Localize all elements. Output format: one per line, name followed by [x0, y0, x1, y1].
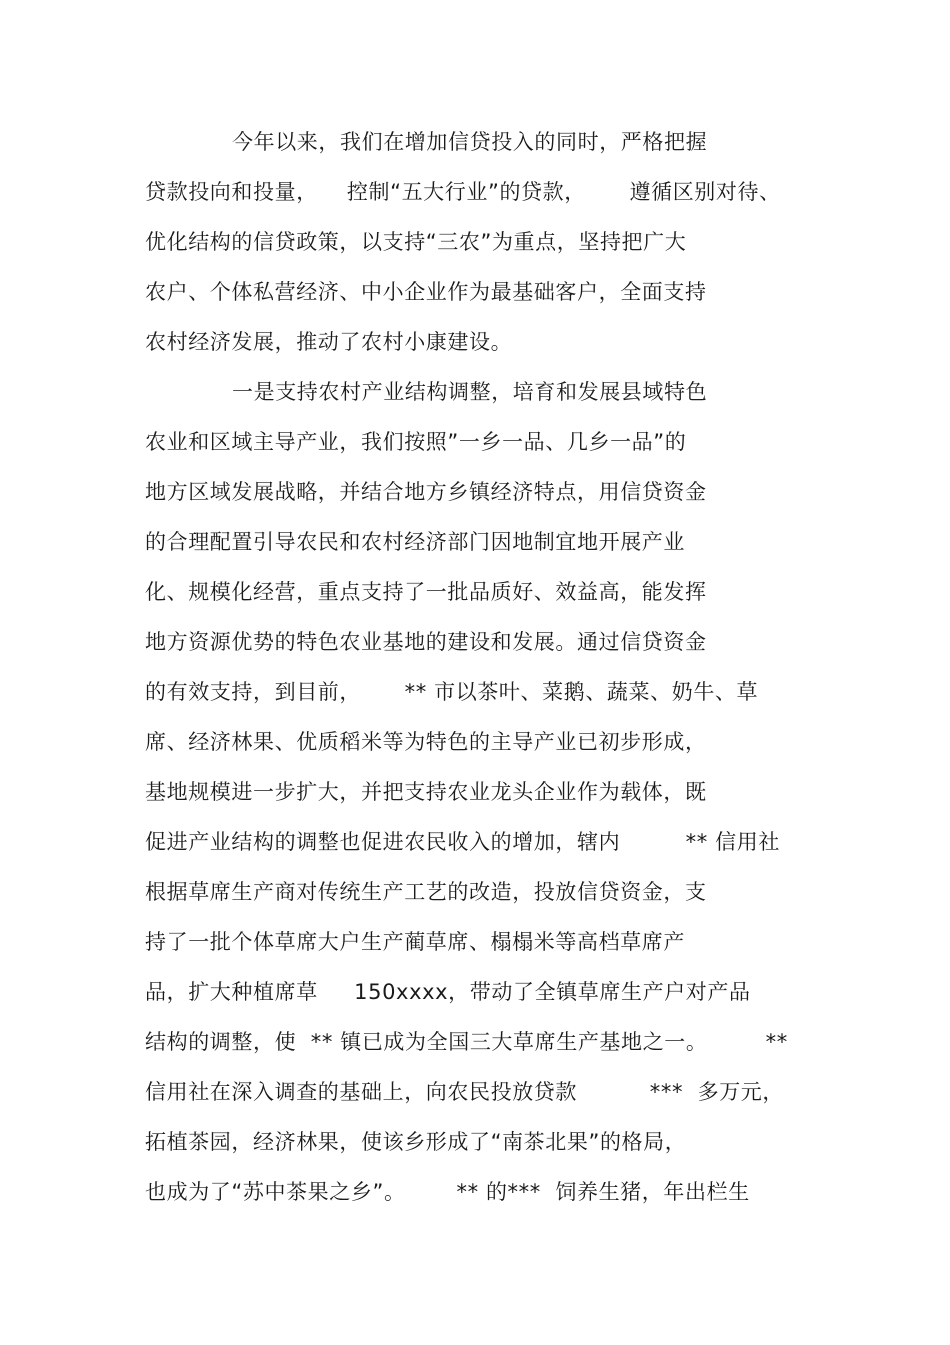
paragraph-line: 农业和区域主导产业，我们按照”一乡一品、几乡一品”的	[145, 430, 687, 454]
paragraph-line: 地方资源优势的特色农业基地的建设和发展。通过信贷资金	[145, 630, 707, 654]
paragraph-line: 品，扩大种植席草 150xxxx，带动了全镇草席生产户对产品	[145, 980, 751, 1004]
paragraph-line: 促进产业结构的调整也促进农民收入的增加，辖内 ** 信用社	[145, 830, 780, 854]
paragraph-line: 拓植茶园，经济林果，使该乡形成了“南茶北果”的格局，	[145, 1130, 687, 1154]
paragraph-line: 结构的调整，使 ** 镇已成为全国三大草席生产基地之一。 **	[145, 1030, 788, 1054]
paragraph-line: 的有效支持，到目前， ** 市以茶叶、菜鹅、蔬菜、奶牛、草	[145, 680, 759, 704]
paragraph-line: 基地规模进一步扩大，并把支持农业龙头企业作为载体，既	[145, 780, 707, 804]
paragraph-line: 今年以来，我们在增加信贷投入的同时，严格把握	[232, 130, 708, 154]
paragraph-line: 一是支持农村产业结构调整，培育和发展县域特色	[232, 380, 708, 404]
paragraph-line: 优化结构的信贷政策，以支持“三农”为重点，坚持把广大	[145, 230, 687, 254]
paragraph-line: 根据草席生产商对传统生产工艺的改造，投放信贷资金，支	[145, 880, 707, 904]
paragraph-line: 化、规模化经营，重点支持了一批品质好、效益高，能发挥	[145, 580, 707, 604]
paragraph-line: 信用社在深入调查的基础上，向农民投放贷款 *** 多万元，	[145, 1080, 785, 1104]
paragraph-line: 席、经济林果、优质稻米等为特色的主导产业已初步形成，	[145, 730, 707, 754]
paragraph-line: 的合理配置引导农民和农村经济部门因地制宜地开展产业	[145, 530, 685, 554]
paragraph-line: 农村经济发展，推动了农村小康建设。	[145, 330, 513, 354]
paragraph-line: 地方区域发展战略，并结合地方乡镇经济特点，用信贷资金	[145, 480, 707, 504]
paragraph-line: 农户、个体私营经济、中小企业作为最基础客户，全面支持	[145, 280, 707, 304]
paragraph-line: 贷款投向和投量， 控制“五大行业”的贷款， 遵循区别对待、	[145, 180, 781, 204]
paragraph-line: 持了一批个体草席大户生产蔺草席、榻榻米等高档草席产	[145, 930, 685, 954]
paragraph-line: 也成为了“苏中茶果之乡”。 ** 的*** 饲养生猪，年出栏生	[145, 1180, 750, 1204]
